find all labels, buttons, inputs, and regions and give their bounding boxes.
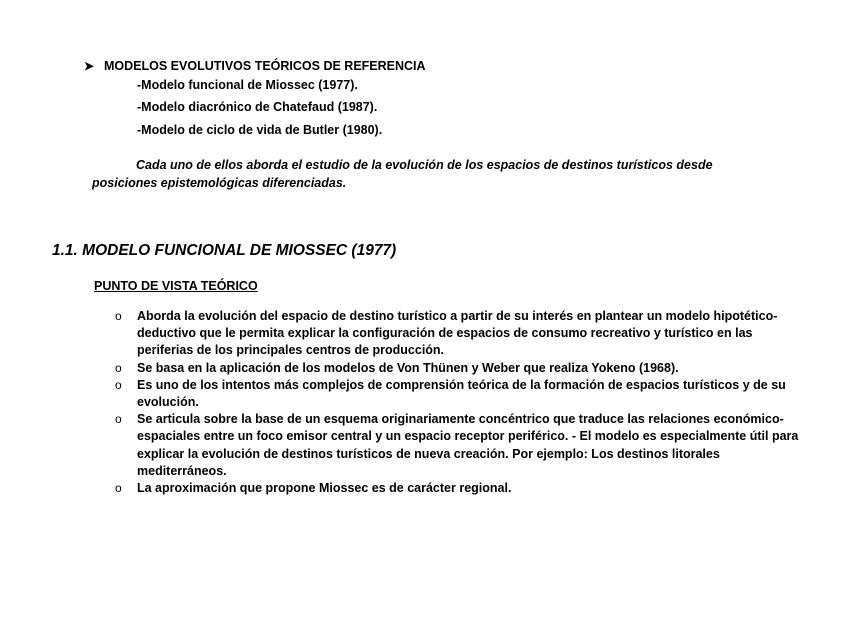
model-item-chatefaud: -Modelo diacrónico de Chatefaud (1987).: [137, 100, 378, 114]
list-item: [113, 377, 803, 411]
list-item-text: La aproximación que propone Miossec es de carácter regional.: [137, 481, 512, 496]
list-item-text: Aborda la evolución del espacio de destino turístico a partir de su interés en plantear un modelo hipotético-deductivo que le permita explicar la configuración de espacios de consumo recreativo y turístico en las periferias de los principales centros de producción.: [137, 309, 778, 358]
list-item: [113, 360, 803, 377]
list-item: [113, 411, 803, 480]
arrow-bullet-icon: ➤: [84, 59, 95, 73]
bullet-marker: o: [115, 481, 122, 496]
list-item-text: Es uno de los intentos más complejos de comprensión teórica de la formación de espacios turísticos y de su evolución.: [137, 377, 786, 410]
bullet-marker: o: [115, 360, 122, 375]
bullet-marker: o: [115, 412, 122, 427]
list-item-text: Se articula sobre la base de un esquema originariamente concéntrico que traduce las relaciones económico-espaciales entre un foco emisor central y un espacio receptor periférico. - El modelo es especialmente útil para explicar la evolución de destinos turísticos de nueva creación. Por ejemplo: Los destinos litorales mediterráneos.: [137, 412, 799, 478]
intro-paragraph: Cada uno de ellos aborda el estudio de la evolución de los espacios de destinos turísticos desde posiciones epistemológicas diferenciadas.: [92, 158, 713, 190]
models-heading-text: MODELOS EVOLUTIVOS TEÓRICOS DE REFERENCIA: [104, 59, 426, 73]
model-item-butler: -Modelo de ciclo de vida de Butler (1980).: [137, 123, 383, 137]
models-heading: [84, 59, 426, 73]
bullet-marker: o: [115, 377, 122, 392]
subsection-title: PUNTO DE VISTA TEÓRICO: [94, 279, 258, 293]
list-item-text: Se basa en la aplicación de los modelos de Von Thünen y Weber que realiza Yokeno (1968).: [137, 360, 679, 375]
bullet-marker: o: [115, 309, 122, 323]
section-title: 1.1. MODELO FUNCIONAL DE MIOSSEC (1977): [52, 242, 397, 259]
theory-bullet-list: [113, 308, 803, 497]
list-item: [113, 308, 803, 360]
model-item-miossec: -Modelo funcional de Miossec (1977).: [137, 78, 358, 92]
list-item: [113, 480, 803, 497]
